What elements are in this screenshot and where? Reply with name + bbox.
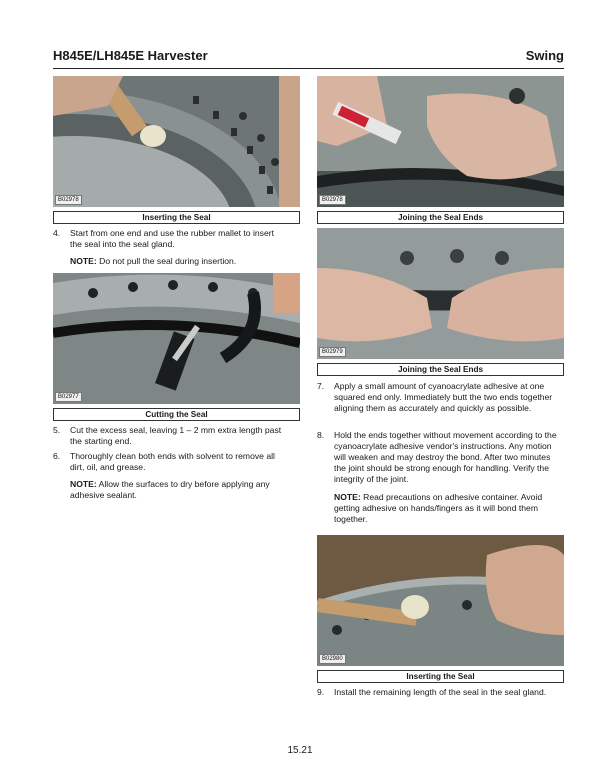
note-label: NOTE: [70,479,97,489]
page-number: 15.21 [287,745,313,756]
note-do-not-pull [70,256,290,267]
figure-id: B02980 [319,654,346,664]
header-rule [53,68,564,69]
note-label: NOTE: [70,256,97,266]
step-text: Thoroughly clean both ends with solvent to remove all dirt, oil, and grease. [70,451,275,472]
note-text: Read precautions on adhesive container. Avoid getting adhesive on hands/fingers as it will bond them together. [334,492,543,524]
caption-joining-seal-ends-2: Joining the Seal Ends [317,363,564,376]
section-title: Swing [525,48,564,63]
step-text: Start from one end and use the rubber mallet to insert the seal into the seal gland. [70,228,274,249]
photo-joining-seal-ends-1 [317,76,564,207]
step-number: 4. [53,228,61,238]
caption-joining-seal-ends-1: Joining the Seal Ends [317,211,564,224]
figure-id: B02978 [55,195,82,205]
caption-inserting-seal-1: Inserting the Seal [53,211,300,224]
step-text: Hold the ends together without movement according to the cyanoacrylate adhesive vendor's instructions. Any motion will weaken and may destroy the bond. After two minutes the joint should be strong enough for handling. Verify the integrity of the joint. [334,430,557,484]
note-text: Allow the surfaces to dry before applying any adhesive sealant. [70,479,270,500]
step-number: 6. [53,451,61,461]
caption-cutting-seal: Cutting the Seal [53,408,300,421]
step-text: Install the remaining length of the seal in the seal gland. [334,687,547,697]
step-number: 7. [317,381,325,391]
photo-joining-seal-ends-2 [317,228,564,359]
photo-cutting-seal [53,273,300,404]
step-number: 5. [53,425,61,435]
caption-inserting-seal-2: Inserting the Seal [317,670,564,683]
step-number: 9. [317,687,325,697]
document-title: H845E/LH845E Harvester [53,48,208,63]
photo-inserting-seal-2 [317,535,564,666]
note-text: Do not pull the seal during insertion. [96,256,237,266]
step-text: Cut the excess seal, leaving 1 – 2 mm extra length past the starting end. [70,425,282,446]
step-number: 8. [317,430,325,440]
figure-id: B02979 [319,347,346,357]
page-header [53,48,564,68]
step-text: Apply a small amount of cyanoacrylate adhesive at one squared end only. Immediately butt the two ends together aligning them as accurately and quickly as possible. [334,381,553,413]
note-adhesive-precautions [334,492,559,525]
photo-inserting-seal-1 [53,76,300,207]
figure-id: B02977 [55,392,82,402]
note-label: NOTE: [334,492,361,502]
note-allow-dry [70,479,300,501]
figure-id: B02978 [319,195,346,205]
